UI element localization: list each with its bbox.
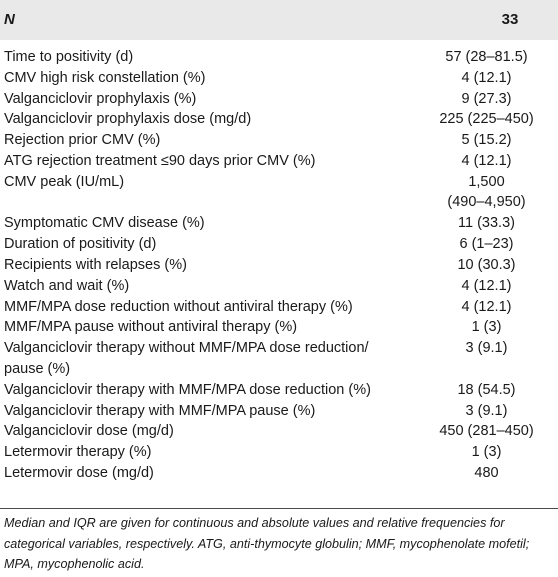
row-value: 4 (12.1)	[461, 298, 512, 315]
row-label: Valganciclovir therapy with MMF/MPA pause (%)	[4, 402, 316, 419]
table-row	[0, 151, 558, 172]
table-row	[0, 297, 558, 318]
row-label: CMV high risk constellation (%)	[4, 69, 206, 86]
row-value: 10 (30.3)	[457, 256, 516, 273]
row-label: Valganciclovir prophylaxis (%)	[4, 90, 197, 107]
row-label: CMV peak (IU/mL)	[4, 173, 125, 190]
row-value: 9 (27.3)	[461, 90, 512, 107]
table-row	[0, 380, 558, 401]
row-value: 4 (12.1)	[461, 152, 512, 169]
table-row	[0, 172, 558, 214]
table-row	[0, 109, 558, 130]
row-label: Letermovir dose (mg/d)	[4, 464, 154, 481]
row-label: Valganciclovir dose (mg/d)	[4, 423, 174, 440]
row-value: 3 (9.1)	[465, 402, 508, 419]
row-label: Letermovir therapy (%)	[4, 444, 152, 461]
header-n-label: N	[4, 11, 15, 28]
table-row	[0, 47, 558, 68]
table-body	[0, 47, 558, 484]
table-row	[0, 89, 558, 110]
table-row	[0, 130, 558, 151]
table-row	[0, 442, 558, 463]
row-label: Recipients with relapses (%)	[4, 256, 187, 273]
row-label: MMF/MPA pause without antiviral therapy (%)	[4, 319, 298, 336]
row-value: 5 (15.2)	[461, 132, 512, 149]
row-value: 4 (12.1)	[461, 277, 512, 294]
row-value: 57 (28–81.5)	[445, 49, 528, 65]
table-row	[0, 234, 558, 255]
row-value: 1,500 (490–4,950)	[447, 173, 526, 211]
table-row	[0, 463, 558, 484]
table-row	[0, 317, 558, 338]
table-footnote: Median and IQR are given for continuous and absolute values and relative frequencies for categorical variables, respectively. ATG, anti-thymocyte globulin; MMF, mycophenolate mofetil; MPA, mycophenolic acid.	[4, 516, 530, 571]
table-row	[0, 338, 558, 380]
row-value: 18 (54.5)	[457, 381, 516, 398]
row-value: 450 (281–450)	[439, 423, 534, 440]
row-label: Time to positivity (d)	[4, 49, 134, 65]
table-row	[0, 68, 558, 89]
row-value: 6 (1–23)	[459, 236, 514, 253]
table-row	[0, 255, 558, 276]
table-row	[0, 401, 558, 422]
row-value: 480	[474, 464, 499, 481]
row-label: ATG rejection treatment ≤90 days prior CMV (%)	[4, 152, 316, 169]
row-label: MMF/MPA dose reduction without antiviral therapy (%)	[4, 298, 353, 315]
row-label: Rejection prior CMV (%)	[4, 132, 161, 149]
row-value: 11 (33.3)	[458, 215, 515, 232]
table-header-row	[0, 0, 558, 40]
table-row	[0, 421, 558, 442]
row-label: Symptomatic CMV disease (%)	[4, 215, 205, 232]
table-row	[0, 213, 558, 234]
header-n-value: 33	[501, 11, 519, 28]
row-label: Valganciclovir therapy without MMF/MPA dose reduction/ pause (%)	[4, 340, 369, 377]
row-label: Duration of positivity (d)	[4, 236, 157, 253]
row-value: 3 (9.1)	[465, 340, 508, 357]
row-value: 1 (3)	[471, 444, 502, 461]
row-label: Valganciclovir prophylaxis dose (mg/d)	[4, 111, 252, 128]
row-value: 1 (3)	[471, 319, 502, 336]
row-value: 225 (225–450)	[439, 111, 534, 128]
row-label: Watch and wait (%)	[4, 277, 130, 294]
row-label: Valganciclovir therapy with MMF/MPA dose reduction (%)	[4, 381, 371, 398]
row-value: 4 (12.1)	[461, 69, 512, 86]
table-row	[0, 276, 558, 297]
table-bottom-rule	[0, 508, 558, 509]
